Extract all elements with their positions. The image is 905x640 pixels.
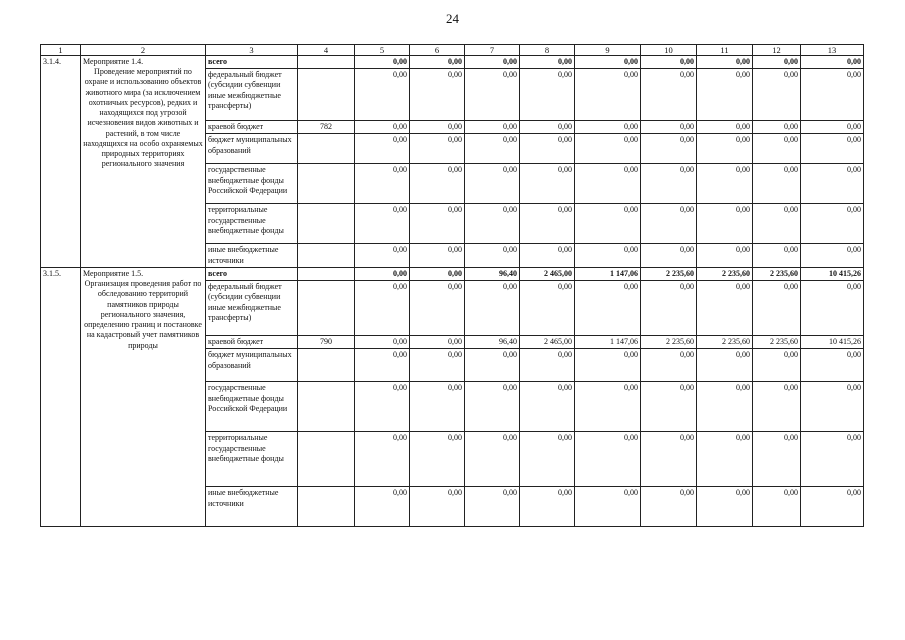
- value-cell: 0,00: [801, 244, 864, 267]
- value-cell: 0,00: [641, 56, 697, 69]
- value-cell: 0,00: [465, 382, 520, 432]
- budget-code: [298, 382, 355, 432]
- value-cell: 0,00: [575, 204, 641, 244]
- value-cell: 0,00: [520, 69, 575, 121]
- value-cell: 0,00: [355, 487, 410, 527]
- header-cell: 5: [355, 45, 410, 56]
- value-cell: 0,00: [697, 432, 753, 487]
- measure-text: Проведение мероприятий по охране и использованию объектов животного мира (за исключением охотничьих ресурсов), редких и находящихся под угрозой исчезновения видов животных и растений, в том числе находящихся на особо охраняемых природных территориях регионального значения: [83, 67, 203, 169]
- value-cell: 0,00: [697, 69, 753, 121]
- value-cell: 0,00: [520, 244, 575, 267]
- value-cell: 0,00: [697, 349, 753, 382]
- funding-source: государственные внебюджетные фонды Российской Федерации: [206, 382, 298, 432]
- value-cell: 0,00: [801, 382, 864, 432]
- funding-source: бюджет муниципальных образований: [206, 134, 298, 164]
- value-cell: 0,00: [801, 349, 864, 382]
- value-cell: 0,00: [753, 134, 801, 164]
- header-cell: 4: [298, 45, 355, 56]
- value-cell: 0,00: [520, 121, 575, 134]
- value-cell: 0,00: [520, 56, 575, 69]
- value-cell: 0,00: [355, 432, 410, 487]
- header-cell: 7: [465, 45, 520, 56]
- budget-code: [298, 487, 355, 527]
- value-cell: 0,00: [753, 382, 801, 432]
- value-cell: 0,00: [575, 69, 641, 121]
- value-cell: 0,00: [355, 134, 410, 164]
- value-cell: 0,00: [575, 382, 641, 432]
- value-cell: 0,00: [753, 69, 801, 121]
- value-cell: 10 415,26: [801, 267, 864, 280]
- value-cell: 2 235,60: [697, 336, 753, 349]
- value-cell: 0,00: [753, 56, 801, 69]
- value-cell: 2 235,60: [753, 336, 801, 349]
- value-cell: 0,00: [465, 281, 520, 336]
- funding-source: всего: [206, 56, 298, 69]
- header-cell: 10: [641, 45, 697, 56]
- value-cell: 2 235,60: [697, 267, 753, 280]
- value-cell: 2 235,60: [753, 267, 801, 280]
- value-cell: 0,00: [641, 69, 697, 121]
- value-cell: 0,00: [410, 267, 465, 280]
- value-cell: 0,00: [697, 134, 753, 164]
- page-number: 24: [446, 11, 459, 26]
- value-cell: 0,00: [697, 56, 753, 69]
- value-cell: 0,00: [520, 134, 575, 164]
- value-cell: 0,00: [355, 244, 410, 267]
- value-cell: 96,40: [465, 336, 520, 349]
- value-cell: 0,00: [801, 56, 864, 69]
- measure-title: Мероприятие 1.4.: [83, 57, 144, 66]
- budget-code: [298, 432, 355, 487]
- header-cell: 3: [206, 45, 298, 56]
- header-cell: 8: [520, 45, 575, 56]
- budget-code: 790: [298, 336, 355, 349]
- value-cell: 0,00: [801, 204, 864, 244]
- budget-table: [40, 44, 864, 527]
- value-cell: 1 147,06: [575, 336, 641, 349]
- value-cell: 0,00: [410, 134, 465, 164]
- value-cell: 0,00: [641, 349, 697, 382]
- measure-index: 3.1.5.: [41, 267, 81, 526]
- value-cell: 0,00: [520, 382, 575, 432]
- value-cell: 0,00: [520, 349, 575, 382]
- budget-code: [298, 349, 355, 382]
- value-cell: 0,00: [355, 336, 410, 349]
- value-cell: 0,00: [801, 164, 864, 204]
- funding-source: краевой бюджет: [206, 336, 298, 349]
- value-cell: 0,00: [697, 281, 753, 336]
- value-cell: 0,00: [465, 164, 520, 204]
- value-cell: 0,00: [410, 281, 465, 336]
- header-cell: 1: [41, 45, 81, 56]
- value-cell: 0,00: [801, 121, 864, 134]
- value-cell: 0,00: [355, 204, 410, 244]
- header-cell: 6: [410, 45, 465, 56]
- value-cell: 0,00: [753, 204, 801, 244]
- value-cell: 0,00: [575, 432, 641, 487]
- value-cell: 0,00: [355, 56, 410, 69]
- value-cell: 96,40: [465, 267, 520, 280]
- budget-code: [298, 267, 355, 280]
- funding-source: всего: [206, 267, 298, 280]
- measure-text: Организация проведения работ по обследованию территорий памятников природы регионального значения, определению границ и постановке на кадастровый учет памятников природы: [84, 279, 202, 350]
- value-cell: 2 465,00: [520, 267, 575, 280]
- value-cell: 0,00: [410, 204, 465, 244]
- value-cell: 0,00: [465, 204, 520, 244]
- value-cell: 0,00: [465, 432, 520, 487]
- value-cell: 0,00: [410, 164, 465, 204]
- value-cell: 0,00: [575, 134, 641, 164]
- value-cell: 0,00: [465, 121, 520, 134]
- value-cell: 0,00: [575, 164, 641, 204]
- value-cell: 0,00: [641, 244, 697, 267]
- value-cell: 0,00: [465, 134, 520, 164]
- funding-source: иные внебюджетные источники: [206, 244, 298, 267]
- value-cell: 0,00: [465, 487, 520, 527]
- budget-code: [298, 281, 355, 336]
- value-cell: 0,00: [410, 349, 465, 382]
- value-cell: 0,00: [753, 121, 801, 134]
- value-cell: 0,00: [465, 69, 520, 121]
- value-cell: 0,00: [697, 487, 753, 527]
- value-cell: 0,00: [520, 281, 575, 336]
- header-row: [41, 45, 864, 56]
- value-cell: 0,00: [410, 382, 465, 432]
- measure-description: [81, 267, 206, 526]
- value-cell: 0,00: [575, 349, 641, 382]
- budget-code: 782: [298, 121, 355, 134]
- value-cell: 0,00: [697, 164, 753, 204]
- value-cell: 10 415,26: [801, 336, 864, 349]
- funding-source: территориальные государственные внебюджетные фонды: [206, 204, 298, 244]
- value-cell: 0,00: [641, 134, 697, 164]
- value-cell: 0,00: [355, 69, 410, 121]
- value-cell: 0,00: [641, 281, 697, 336]
- value-cell: 0,00: [465, 349, 520, 382]
- value-cell: 0,00: [801, 281, 864, 336]
- budget-code: [298, 69, 355, 121]
- header-cell: 2: [81, 45, 206, 56]
- value-cell: 0,00: [753, 164, 801, 204]
- value-cell: 0,00: [801, 487, 864, 527]
- value-cell: 0,00: [520, 487, 575, 527]
- funding-source: бюджет муниципальных образований: [206, 349, 298, 382]
- funding-source: краевой бюджет: [206, 121, 298, 134]
- value-cell: 0,00: [697, 204, 753, 244]
- value-cell: 0,00: [697, 244, 753, 267]
- budget-code: [298, 204, 355, 244]
- value-cell: 0,00: [641, 121, 697, 134]
- value-cell: 0,00: [465, 56, 520, 69]
- funding-source: территориальные государственные внебюджетные фонды: [206, 432, 298, 487]
- value-cell: 0,00: [410, 69, 465, 121]
- value-cell: 0,00: [575, 121, 641, 134]
- measure-description: [81, 56, 206, 268]
- value-cell: 0,00: [575, 487, 641, 527]
- table-row: [41, 56, 864, 69]
- value-cell: 0,00: [753, 349, 801, 382]
- value-cell: 0,00: [753, 281, 801, 336]
- value-cell: 0,00: [801, 432, 864, 487]
- value-cell: 0,00: [410, 432, 465, 487]
- value-cell: 0,00: [410, 336, 465, 349]
- budget-code: [298, 56, 355, 69]
- value-cell: 0,00: [355, 382, 410, 432]
- value-cell: 0,00: [697, 121, 753, 134]
- header-cell: 9: [575, 45, 641, 56]
- value-cell: 0,00: [801, 69, 864, 121]
- value-cell: 0,00: [575, 281, 641, 336]
- value-cell: 2 465,00: [520, 336, 575, 349]
- funding-source: федеральный бюджет (субсидии субвенции иные межбюджетные трансферты): [206, 69, 298, 121]
- value-cell: 2 235,60: [641, 336, 697, 349]
- measure-title: Мероприятие 1.5.: [83, 268, 144, 278]
- value-cell: 0,00: [355, 281, 410, 336]
- value-cell: 2 235,60: [641, 267, 697, 280]
- value-cell: 0,00: [520, 164, 575, 204]
- budget-code: [298, 134, 355, 164]
- value-cell: 0,00: [641, 204, 697, 244]
- header-cell: 13: [801, 45, 864, 56]
- value-cell: 0,00: [410, 56, 465, 69]
- value-cell: 0,00: [465, 244, 520, 267]
- value-cell: 0,00: [355, 164, 410, 204]
- value-cell: 0,00: [697, 382, 753, 432]
- value-cell: 0,00: [410, 121, 465, 134]
- value-cell: 0,00: [575, 56, 641, 69]
- value-cell: 0,00: [753, 487, 801, 527]
- budget-code: [298, 164, 355, 204]
- budget-code: [298, 244, 355, 267]
- funding-source: иные внебюджетные источники: [206, 487, 298, 527]
- value-cell: 0,00: [520, 204, 575, 244]
- value-cell: 0,00: [355, 267, 410, 280]
- value-cell: 0,00: [520, 432, 575, 487]
- value-cell: 0,00: [641, 487, 697, 527]
- table-row: [41, 267, 864, 280]
- header-cell: 12: [753, 45, 801, 56]
- value-cell: 0,00: [355, 349, 410, 382]
- value-cell: 0,00: [575, 244, 641, 267]
- value-cell: 1 147,06: [575, 267, 641, 280]
- value-cell: 0,00: [410, 244, 465, 267]
- value-cell: 0,00: [641, 164, 697, 204]
- header-cell: 11: [697, 45, 753, 56]
- value-cell: 0,00: [410, 487, 465, 527]
- measure-index: 3.1.4.: [41, 56, 81, 268]
- funding-source: федеральный бюджет (субсидии субвенции иные межбюджетные трансферты): [206, 281, 298, 336]
- value-cell: 0,00: [641, 382, 697, 432]
- funding-source: государственные внебюджетные фонды Российской Федерации: [206, 164, 298, 204]
- value-cell: 0,00: [641, 432, 697, 487]
- value-cell: 0,00: [355, 121, 410, 134]
- value-cell: 0,00: [753, 244, 801, 267]
- value-cell: 0,00: [801, 134, 864, 164]
- value-cell: 0,00: [753, 432, 801, 487]
